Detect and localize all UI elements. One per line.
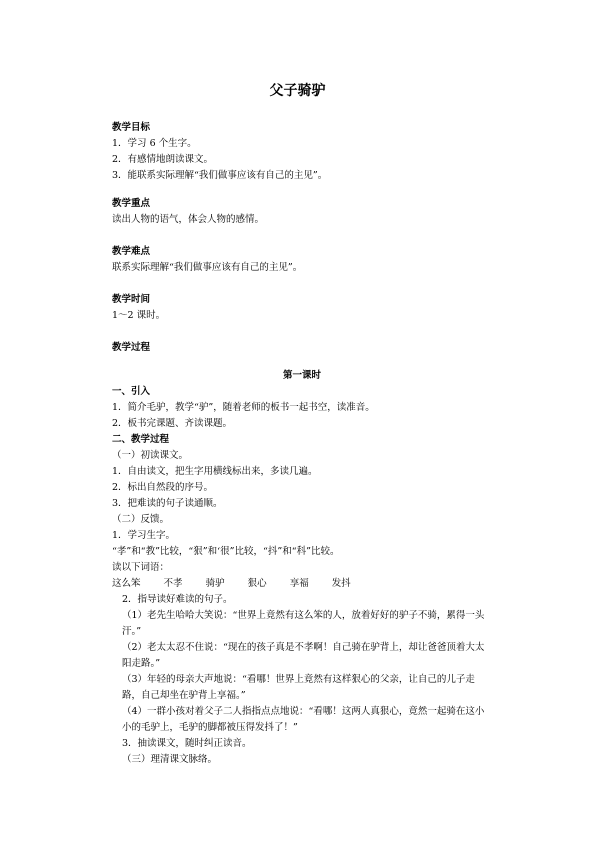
goal-item: 1．学习 6 个生字。: [112, 138, 197, 149]
list-item: 2．指导读好难读的句子。: [122, 594, 233, 605]
lesson-one: [112, 368, 492, 768]
list-item: 3．把难读的句子读通顺。: [112, 498, 223, 509]
list-item: 1．自由读文，把生字用横线标出来，多读几遍。: [112, 466, 318, 477]
teaching-time: [112, 292, 492, 324]
focus-heading: 教学重点: [112, 198, 151, 209]
teaching-difficulty: [112, 244, 492, 276]
word: 发抖: [331, 578, 351, 589]
list-item: 读以下词语：: [112, 562, 170, 573]
list-item: 3．抽读课文，随时纠正读音。: [122, 738, 252, 749]
teaching-goals: [112, 120, 492, 184]
section-intro-heading: 一、引入: [112, 386, 151, 397]
difficulty-text: 联系实际理解“我们做事应该有自己的主见”。: [112, 262, 303, 273]
goals-heading: 教学目标: [112, 122, 151, 133]
subsection-heading: （二）反馈。: [112, 514, 170, 525]
word-list: [112, 576, 492, 592]
list-item: 1．学习生字。: [112, 530, 176, 541]
lesson-title: 第一课时: [282, 370, 321, 381]
quote-paragraph: （2）老太太忍不住说：“现在的孩子真是不孝啊！自己骑在驴背上，却让爸爸顶着大太阳走路。”: [122, 642, 485, 669]
teaching-process: [112, 340, 492, 356]
quote-paragraph: （3）年轻的母亲大声地说：“看哪！世界上竟然有这样狠心的父亲，让自己的儿子走路，自己却坐在驴背上享福。”: [122, 674, 475, 701]
section-process-heading: 二、教学过程: [112, 434, 170, 445]
process-heading: 教学过程: [112, 342, 151, 353]
subsection-heading: （一）初读课文。: [112, 450, 189, 461]
goal-item: 3．能联系实际理解“我们做事应该有自己的主见”。: [112, 170, 328, 181]
word: 不孝: [163, 578, 183, 589]
difficulty-heading: 教学难点: [112, 246, 151, 257]
quote-paragraph: （1）老先生哈哈大笑说：“世界上竟然有这么笨的人，放着好好的驴子不骑，累得一头汗。”: [122, 610, 485, 637]
teaching-focus: [112, 196, 492, 228]
word: 狠心: [247, 578, 267, 589]
subsection-heading: （三）理清课文脉络。: [122, 754, 218, 765]
time-heading: 教学时间: [112, 294, 151, 305]
time-text: 1～2 课时。: [112, 310, 166, 321]
list-item: 2．标出自然段的序号。: [112, 482, 214, 493]
quote-paragraph: （4）一群小孩对着父子二人指指点点地说：“看哪！这两人真狠心，竟然一起骑在这小小的毛驴上，毛驴的脚都被压得发抖了！”: [122, 706, 485, 733]
list-item: 2．板书完课题、齐读课题。: [112, 418, 233, 429]
document-title: 父子骑驴: [269, 83, 326, 99]
goal-item: 2．有感情地朗读课文。: [112, 154, 214, 165]
list-item: 1．简介毛驴，教学“驴”，随着老师的板书一起书空，读准音。: [112, 402, 375, 413]
focus-text: 读出人物的语气，体会人物的感情。: [112, 214, 265, 225]
list-item: “孝”和“教”比较，“狠”和‘很”比较，“抖”和“科”比较。: [112, 546, 340, 557]
word: 这么笨: [112, 578, 141, 589]
word: 享福: [289, 578, 309, 589]
word: 骑驴: [205, 578, 225, 589]
